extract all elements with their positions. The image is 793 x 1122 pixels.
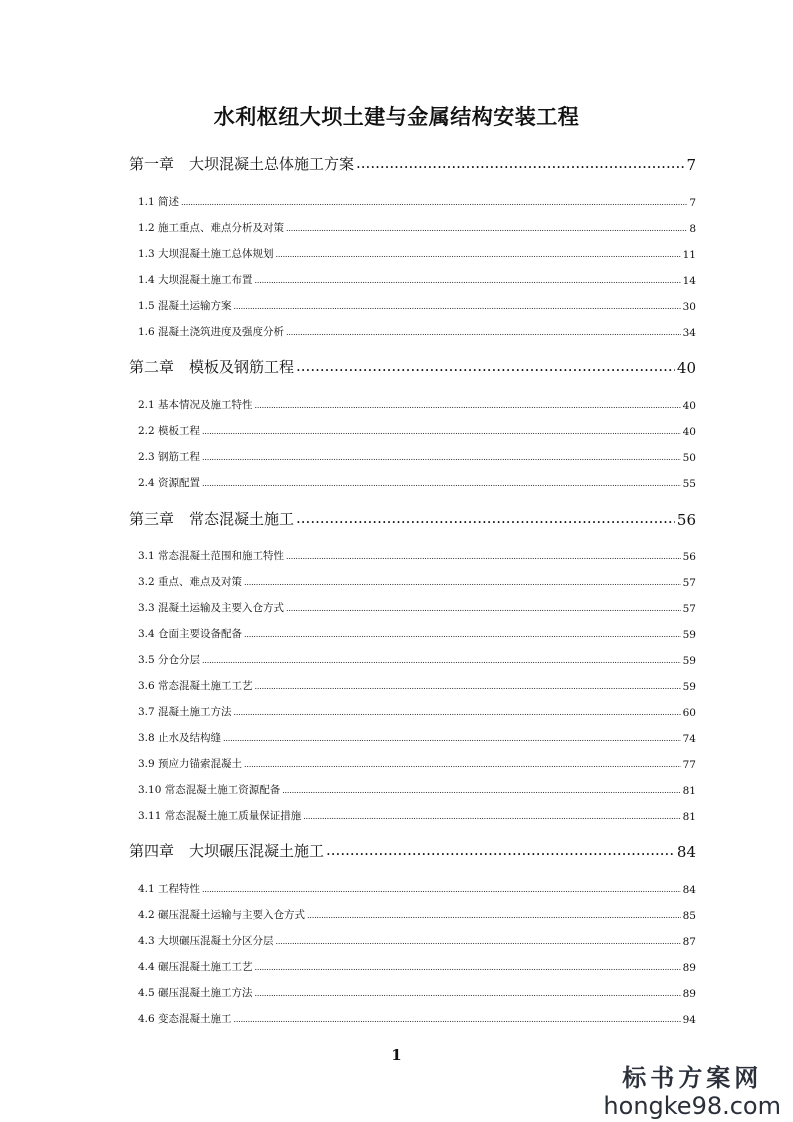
toc-section-label: 4.5 碾压混凝土施工方法 <box>138 987 253 999</box>
toc-section[interactable] <box>138 599 696 615</box>
dot-leader <box>286 329 681 340</box>
toc-section[interactable] <box>138 573 696 589</box>
toc-section[interactable] <box>138 1010 696 1026</box>
toc-page-number: 55 <box>682 478 696 490</box>
toc-section[interactable] <box>138 755 696 771</box>
toc-page-number: 84 <box>676 843 696 861</box>
toc-page-number: 74 <box>682 733 696 745</box>
dot-leader <box>244 761 681 772</box>
dot-leader <box>326 846 675 861</box>
toc-section[interactable] <box>138 422 696 438</box>
dot-leader <box>255 964 681 975</box>
toc-page-number: 59 <box>682 681 696 693</box>
toc-page-number: 59 <box>682 629 696 641</box>
toc-page-number: 7 <box>689 197 696 209</box>
toc-page-number: 57 <box>682 603 696 615</box>
dot-leader <box>202 886 681 897</box>
toc-section[interactable] <box>138 219 696 235</box>
toc-page-number: 14 <box>682 275 696 287</box>
toc-page-number: 84 <box>682 884 696 896</box>
document-title: 水利枢纽大坝土建与金属结构安装工程 <box>213 104 580 129</box>
toc-section-label: 3.3 混凝土运输及主要入仓方式 <box>138 602 285 614</box>
toc-section-label: 4.6 变态混凝土施工 <box>138 1013 232 1025</box>
toc-page-number: 85 <box>682 910 696 922</box>
toc-page-number: 8 <box>689 223 696 235</box>
toc-chapter-3[interactable] <box>129 507 696 529</box>
toc-page-number: 77 <box>682 759 696 771</box>
toc-page-number: 40 <box>682 426 696 438</box>
watermark-text: 标书方案网 <box>622 1064 763 1092</box>
toc-page-number: 57 <box>682 577 696 589</box>
toc-chapter-label: 第三章 常态混凝土施工 <box>129 510 295 528</box>
toc-section-label: 3.8 止水及结构缝 <box>138 732 222 744</box>
toc-section-label: 2.2 模板工程 <box>138 425 201 437</box>
toc-section[interactable] <box>138 625 696 641</box>
toc-section-label: 4.2 碾压混凝土运输与主要入仓方式 <box>138 909 306 921</box>
dot-leader <box>244 579 681 590</box>
watermark-logo <box>603 1066 781 1118</box>
toc-section[interactable] <box>138 932 696 948</box>
toc-section[interactable] <box>138 677 696 693</box>
toc-section-label: 1.6 混凝土浇筑进度及强度分析 <box>138 326 285 338</box>
toc-page-number: 40 <box>676 359 696 377</box>
toc-section-label: 3.6 常态混凝土施工工艺 <box>138 680 253 692</box>
toc-section[interactable] <box>138 271 696 287</box>
dot-leader <box>181 199 687 210</box>
dot-leader <box>303 813 680 824</box>
toc-section[interactable] <box>138 448 696 464</box>
toc-section-label: 2.1 基本情况及施工特性 <box>138 399 253 411</box>
toc-chapter-2[interactable] <box>129 355 696 377</box>
dot-leader <box>255 277 681 288</box>
dot-leader <box>282 787 680 798</box>
toc-section[interactable] <box>138 193 696 209</box>
dot-leader <box>307 912 681 923</box>
dot-leader <box>202 657 681 668</box>
dot-leader <box>255 402 681 413</box>
toc-section-label: 3.10 常态混凝土施工资源配备 <box>138 784 281 796</box>
dot-leader <box>296 514 675 529</box>
toc-section[interactable] <box>138 880 696 896</box>
toc-page-number: 11 <box>682 249 696 261</box>
toc-section[interactable] <box>138 396 696 412</box>
toc-page-number: 50 <box>682 452 696 464</box>
toc-section[interactable] <box>138 297 696 313</box>
toc-section[interactable] <box>138 323 696 339</box>
toc-page-number: 87 <box>682 936 696 948</box>
toc-section[interactable] <box>138 729 696 745</box>
toc-page-number: 59 <box>682 655 696 667</box>
toc-page-number: 40 <box>682 400 696 412</box>
toc-page-number: 94 <box>682 1014 696 1026</box>
toc-page-number: 56 <box>682 551 696 563</box>
dot-leader <box>255 683 681 694</box>
dot-leader <box>234 709 681 720</box>
toc-section-label: 4.1 工程特性 <box>138 883 201 895</box>
toc-section-label: 3.4 仓面主要设备配备 <box>138 628 243 640</box>
toc-section-label: 1.2 施工重点、难点分析及对策 <box>138 222 285 234</box>
toc-page-number: 30 <box>682 301 696 313</box>
page-number: 1 <box>391 1046 402 1064</box>
toc-section[interactable] <box>138 703 696 719</box>
toc-section-label: 3.1 常态混凝土范围和施工特性 <box>138 550 285 562</box>
dot-leader <box>286 225 687 236</box>
dot-leader <box>202 480 681 491</box>
toc-chapter-label: 第一章 大坝混凝土总体施工方案 <box>129 155 355 173</box>
toc-chapter-1[interactable] <box>129 152 696 174</box>
toc-section-label: 2.3 钢筋工程 <box>138 451 201 463</box>
toc-section-label: 1.5 混凝土运输方案 <box>138 300 232 312</box>
toc-section[interactable] <box>138 958 696 974</box>
dot-leader <box>202 454 681 465</box>
dot-leader <box>255 990 681 1001</box>
toc-section-label: 1.3 大坝混凝土施工总体规划 <box>138 248 274 260</box>
toc-page-number: 81 <box>682 811 696 823</box>
toc-section-label: 3.7 混凝土施工方法 <box>138 706 232 718</box>
toc-chapter-4[interactable] <box>129 839 696 861</box>
toc-section[interactable] <box>138 651 696 667</box>
toc-section-label: 3.2 重点、难点及对策 <box>138 576 243 588</box>
toc-page-number: 7 <box>686 156 696 174</box>
watermark-url: hongke98.com <box>603 1092 781 1120</box>
toc-section[interactable] <box>138 547 696 563</box>
toc-section-label: 2.4 资源配置 <box>138 477 201 489</box>
dot-leader <box>223 735 681 746</box>
toc-section-label: 4.4 碾压混凝土施工工艺 <box>138 961 253 973</box>
toc-section[interactable] <box>138 474 696 490</box>
toc-section-label: 1.4 大坝混凝土施工布置 <box>138 274 253 286</box>
toc-page-number: 89 <box>682 988 696 1000</box>
toc-section-label: 1.1 简述 <box>138 196 180 208</box>
toc-section[interactable] <box>138 781 696 797</box>
toc-section-label: 4.3 大坝碾压混凝土分区分层 <box>138 935 274 947</box>
toc-section[interactable] <box>138 906 696 922</box>
toc-page-number: 56 <box>676 511 696 529</box>
toc-chapter-label: 第二章 模板及钢筋工程 <box>129 358 295 376</box>
dot-leader <box>296 362 675 377</box>
toc-section-label: 3.11 常态混凝土施工质量保证措施 <box>138 810 302 822</box>
toc-chapter-label: 第四章 大坝碾压混凝土施工 <box>129 842 325 860</box>
toc-section-label: 3.5 分仓分层 <box>138 654 201 666</box>
toc-page-number: 60 <box>682 707 696 719</box>
dot-leader <box>356 159 684 174</box>
toc-page-number: 81 <box>682 785 696 797</box>
toc-page-number: 34 <box>682 327 696 339</box>
dot-leader <box>202 428 681 439</box>
dot-leader <box>234 303 681 314</box>
toc-section[interactable] <box>138 245 696 261</box>
dot-leader <box>276 251 681 262</box>
toc-section[interactable] <box>138 984 696 1000</box>
toc-section-label: 3.9 预应力锚索混凝土 <box>138 758 243 770</box>
dot-leader <box>286 605 681 616</box>
dot-leader <box>234 1016 681 1027</box>
dot-leader <box>244 631 681 642</box>
dot-leader <box>286 553 681 564</box>
toc-section[interactable] <box>138 807 696 823</box>
toc-page-number: 89 <box>682 962 696 974</box>
dot-leader <box>276 938 681 949</box>
